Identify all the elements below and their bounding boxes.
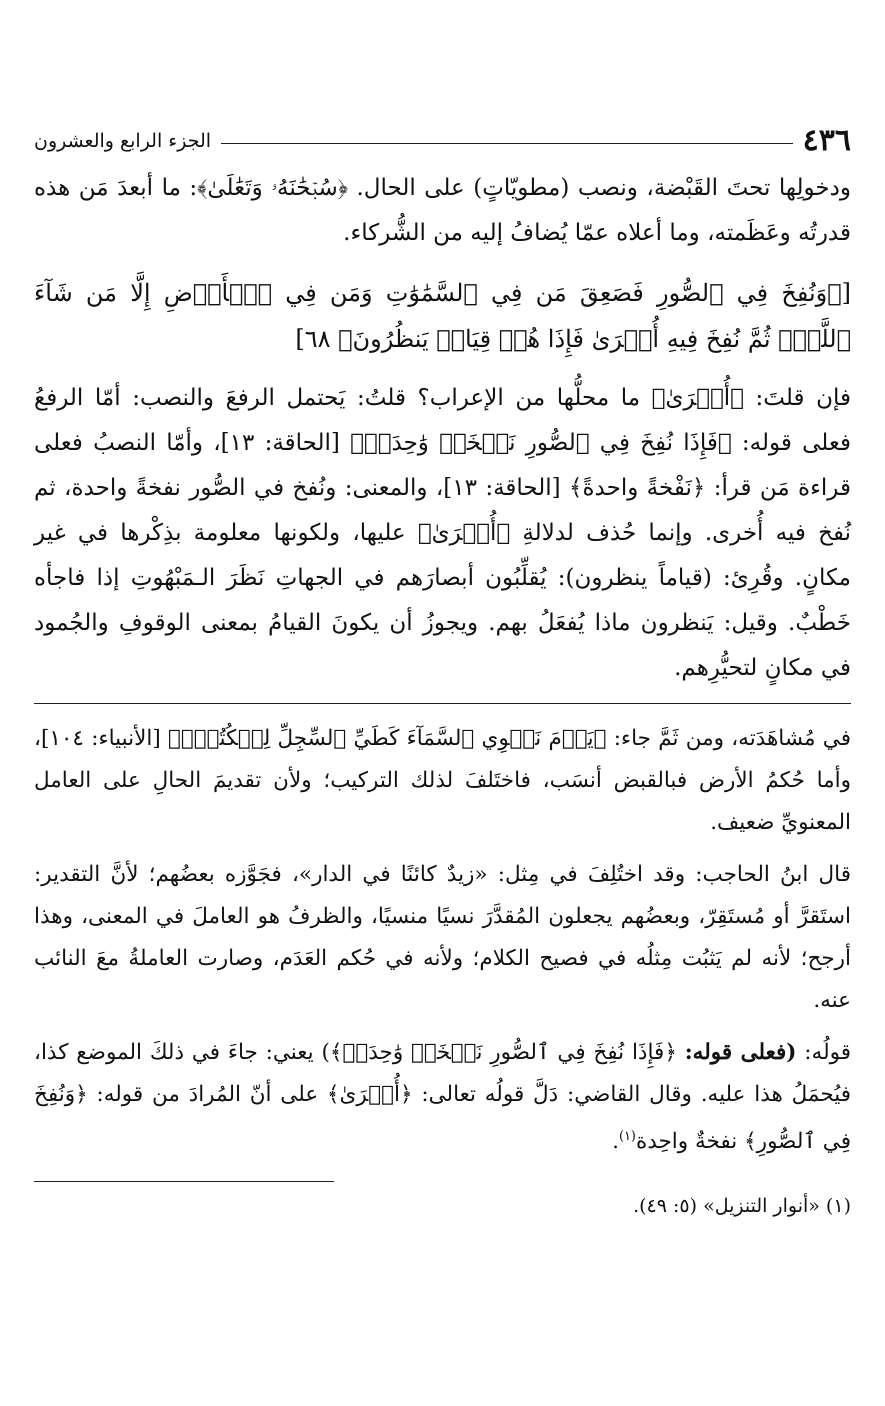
main-paragraph-1: ودخولِها تحتَ القَبْضة، ونصب (مطويّاتٍ) على الحال. ﴿سُبۡحَٰنَهُۥ وَتَعَٰلَىٰ﴾: ما أبعدَ مَن هذه قدرتُه وعَظَمته، وما أعلاه عمّا يُضافُ إليه من الشُّركاء. xyxy=(34,175,851,246)
main-text xyxy=(34,166,851,691)
commentary-paragraph-2: قال ابنُ الحاجب: وقد اختُلِفَ في مِثل: «زيدٌ كائنًا في الدار»، فجَوَّزه بعضُهم؛ لأنَّ التقدير: استَقرَّ أو مُستَقِرّ، وبعضُهم يجعلون المُقدَّرَ نسيًا منسيًا، والظرفُ هو العاملَ في المعنى، وهذا أرجح؛ لأنه لم يَثبُت مِثلُه في فصيح الكلام؛ ولأنه في حُكم العَدَم، وصارت العاملةُ معَ النائب عنه. xyxy=(34,862,851,1013)
commentary-text xyxy=(34,718,851,1163)
commentary-paragraph-3 xyxy=(34,1032,851,1163)
footnote-rule xyxy=(34,1181,334,1182)
commentary-rest: ﴿فَإِذَا نُفِخَ فِي ٱلصُّورِ نَفۡخَةٞ وَٰحِدَةٞ﴾) يعني: جاءَ في ذلكَ الموضع كذا، فيُحمَلُ هذا عليه. وقال القاضي: دَلَّ قولُه تعالى: ﴿أُخۡرَىٰ﴾ على أنّ المُرادَ من قوله: ﴿وَنُفِخَ فِي ٱلصُّورِ﴾ نفخةٌ واحِدة xyxy=(34,1040,851,1155)
page-number: ٤٣٦ xyxy=(802,123,851,158)
quran-verse: [﴿وَنُفِخَ فِي ٱلصُّورِ فَصَعِقَ مَن فِي ٱلسَّمَٰوَٰتِ وَمَن فِي ٱلۡأَرۡضِ إِلَّا مَن شَآءَ ٱللَّهُۖ ثُمَّ نُفِخَ فِيهِ أُخۡرَىٰ فَإِذَا هُمۡ قِيَامٞ يَنظُرُونَ﴾ ٦٨] xyxy=(34,279,851,353)
running-title: الجزء الرابع والعشرون xyxy=(34,130,212,152)
header-rule xyxy=(221,143,793,144)
main-paragraph-2: فإن قلتَ: ﴿أُخۡرَىٰ﴾ ما محلُّها من الإعراب؟ قلتُ: يَحتمل الرفعَ والنصب: أمّا الرفعُ فعلى قوله: ﴿فَإِذَا نُفِخَ فِي ٱلصُّورِ نَفۡخَةٞ وَٰحِدَةٞ﴾ [الحاقة: ١٣]، وأمّا النصبُ فعلى قراءة مَن قرأ: ﴿نَفْخةً واحدةً﴾ [الحاقة: ١٣]، والمعنى: ونُفخ في الصُّور نفخةً واحدة، ثم نُفخ فيه أُخرى. وإنما حُذف لدلالةِ ﴿أُخۡرَىٰ﴾ عليها، ولكونها معلومة بذِكْرها في غير مكانٍ. وقُرِئ: (قياماً ينظرون): يُقلِّبُون أبصارَهم في الجهاتِ نَظَرَ الـمَبْهُوتِ إذا فاجأه خَطْبٌ. وقيل: يَنظرون ماذا يُفعَلُ بهم. ويجوزُ أن يكونَ القيامُ بمعنى الوقوفِ والجُمود في مكانٍ لتحيُّرِهم. xyxy=(34,385,851,681)
footnote-ref[interactable]: (١) xyxy=(618,1129,636,1144)
commentary-separator xyxy=(34,703,851,704)
commentary-lead: قولُه: xyxy=(796,1040,852,1065)
footnote: (١) «أنوار التنزيل» (٥: ٤٩). xyxy=(633,1195,851,1218)
commentary-paragraph-1: في مُشاهَدَته، ومن ثَمَّ جاء: ﴿يَوۡمَ نَطۡوِي ٱلسَّمَآءَ كَطَيِّ ٱلسِّجِلِّ لِلۡكُتُبِۚ﴾ [الأنبياء: ١٠٤]، وأما حُكمُ الأرض فبالقبض أنسَب، فاختَلفَ لذلك التركيب؛ ولأن تقديمَ الحالِ على العامل المعنويِّ ضعيف. xyxy=(34,726,851,835)
commentary-end: . xyxy=(612,1129,619,1155)
book-page xyxy=(34,116,851,1366)
commentary-bold-phrase: (فعلى قوله: xyxy=(684,1040,797,1065)
page-header xyxy=(34,116,851,166)
